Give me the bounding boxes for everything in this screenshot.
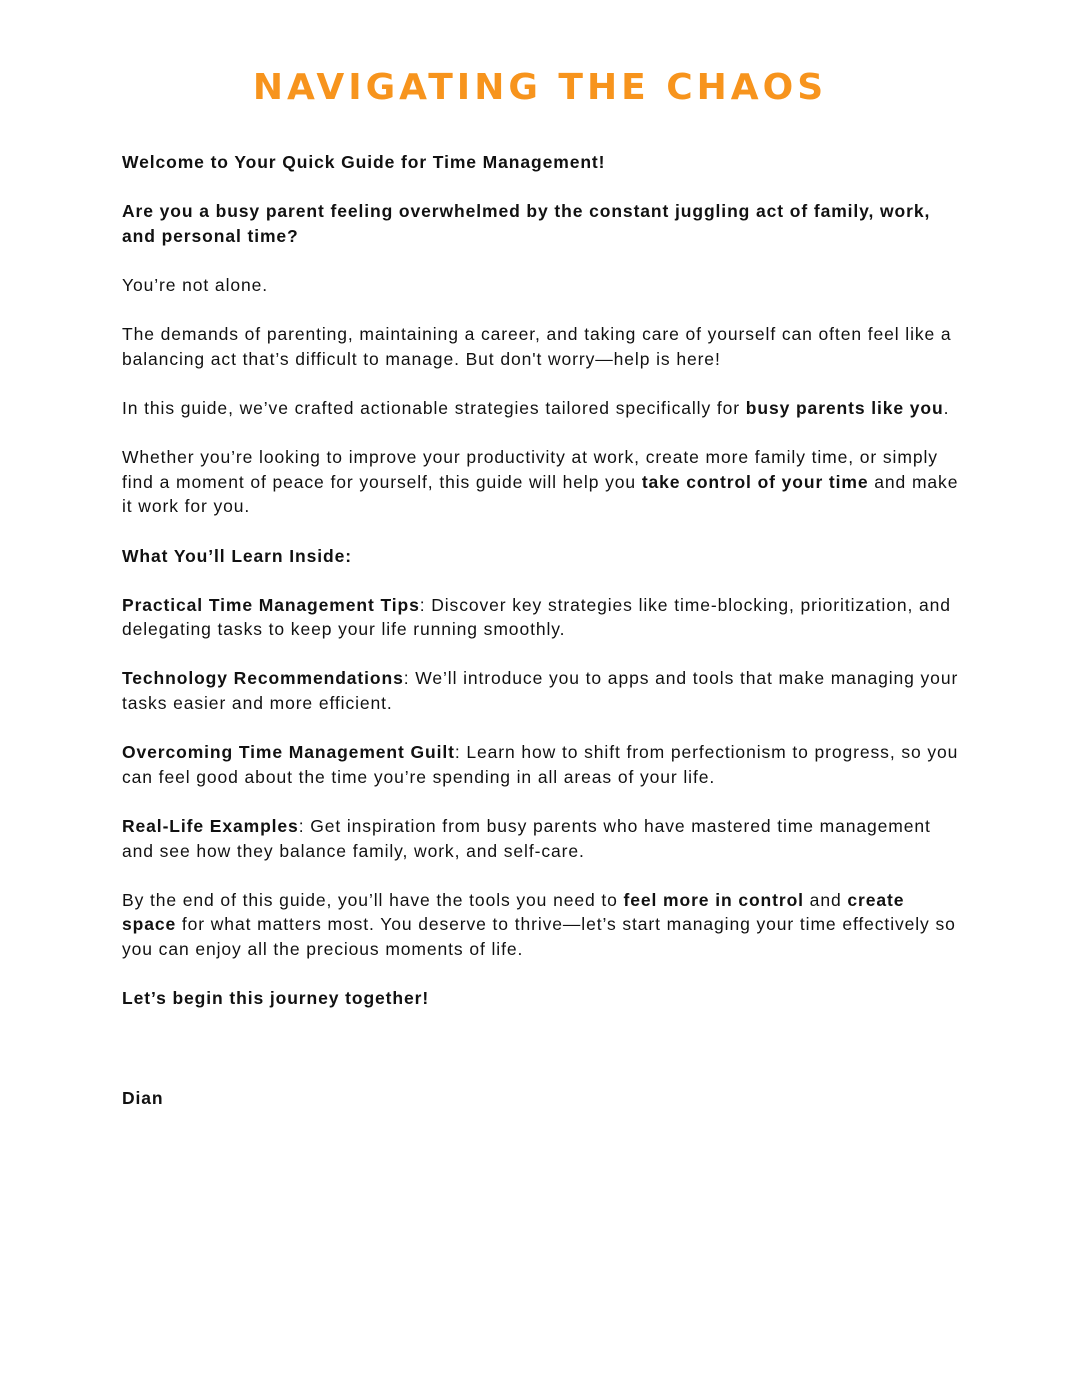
crafted-emphasis: busy parents like you [745, 397, 944, 418]
learn-item-label: Real-Life Examples [122, 816, 299, 837]
crafted-text: In this guide, we’ve crafted actionable strategies tailored specifically for [122, 397, 746, 418]
crafted-paragraph [122, 396, 962, 421]
learn-item-text: : Learn how to shift from perfectionism to progress, so you can feel good about the time you’re spending in all areas of your life. [122, 742, 959, 787]
closing-emphasis-control: feel more in control [623, 889, 804, 910]
demands-paragraph: The demands of parenting, maintaining a career, and taking care of yourself can often feel like a balancing act that’s difficult to manage. But don't worry—help is here! [122, 324, 952, 369]
learn-item-label: Overcoming Time Management Guilt [122, 742, 455, 763]
whether-text: Whether you’re looking to improve your productivity at work, create more family time, or simply find a moment of peace for yourself, this guide will help you [122, 447, 938, 492]
learn-item [122, 814, 962, 863]
learn-item [122, 593, 962, 642]
welcome-heading: Welcome to Your Quick Guide for Time Management! [122, 152, 606, 172]
closing-emphasis-space: create space [122, 889, 905, 935]
document-body [122, 150, 962, 1035]
crafted-end: . [943, 397, 950, 418]
closing-paragraph [122, 888, 962, 962]
begin-line: Let’s begin this journey together! [122, 988, 430, 1009]
learn-item [122, 740, 962, 789]
closing-text: By the end of this guide, you’ll have the tools you need to [122, 889, 624, 910]
page-title: NAVIGATING THE CHAOS [252, 67, 828, 108]
closing-end: for what matters most. You deserve to thrive—let’s start managing your time effectively so you can enjoy all the precious moments of life. [122, 914, 956, 959]
learn-heading: What You’ll Learn Inside: [122, 545, 352, 566]
whether-paragraph [122, 445, 962, 519]
signature: Dian [122, 1088, 164, 1108]
not-alone-paragraph: You’re not alone. [122, 274, 269, 295]
learn-item-text: : We’ll introduce you to apps and tools that make managing your tasks easier and more efficient. [122, 668, 959, 714]
closing-mid: and [803, 889, 848, 910]
learn-item-text: : Get inspiration from busy parents who have mastered time management and see how they balance family, work, and self-care. [122, 816, 931, 861]
whether-emphasis: take control of your time [641, 471, 869, 492]
intro-question: Are you a busy parent feeling overwhelmed by the constant juggling act of family, work, and personal time? [122, 201, 931, 246]
learn-item-text: : Discover key strategies like time-blocking, prioritization, and delegating tasks to keep your life running smoothly. [122, 594, 951, 640]
learn-item [122, 666, 962, 715]
whether-end: and make it work for you. [122, 471, 959, 517]
learn-item-label: Practical Time Management Tips [122, 594, 420, 615]
learn-item-label: Technology Recommendations [122, 668, 404, 689]
